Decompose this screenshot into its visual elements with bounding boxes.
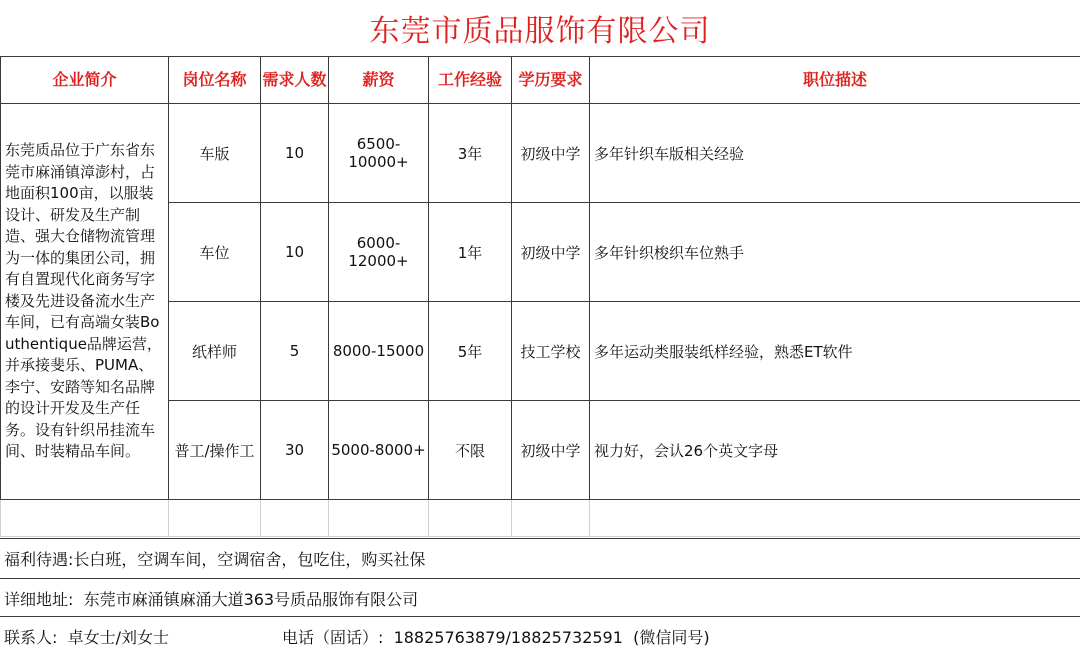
blank-cell: [169, 500, 261, 537]
cell-education: 初级中学: [512, 203, 590, 302]
cell-position: 车位: [169, 203, 261, 302]
header-experience: 工作经验: [429, 57, 512, 104]
cell-description: 多年针织梭织车位熟手: [590, 203, 1080, 302]
phone-text: 电话（固话）: 18825763879/18825732591 (微信同号): [282, 628, 710, 647]
divider: [0, 538, 1080, 539]
header-description: 职位描述: [590, 57, 1080, 104]
blank-cell: [329, 500, 429, 537]
benefits-text: 福利待遇:长白班，空调车间，空调宿舍，包吃住，购买社保: [4, 550, 426, 569]
cell-experience: 3年: [429, 104, 512, 203]
cell-count: 30: [261, 401, 329, 500]
cell-education: 初级中学: [512, 104, 590, 203]
header-position: 岗位名称: [169, 57, 261, 104]
cell-experience: 5年: [429, 302, 512, 401]
cell-salary: 5000-8000+: [329, 401, 429, 500]
cell-position: 普工/操作工: [169, 401, 261, 500]
cell-description: 视力好，会认26个英文字母: [590, 401, 1080, 500]
cell-count: 10: [261, 104, 329, 203]
header-education: 学历要求: [512, 57, 590, 104]
cell-count: 10: [261, 203, 329, 302]
company-title: 东莞市质品服饰有限公司: [369, 14, 711, 49]
job-table: [0, 56, 1080, 537]
blank-cell: [261, 500, 329, 537]
cell-experience: 1年: [429, 203, 512, 302]
contact-text: 联系人: 卓女士/刘女士: [4, 628, 169, 647]
cell-salary: 6500-10000+: [329, 104, 429, 203]
cell-count: 5: [261, 302, 329, 401]
divider: [0, 578, 1080, 579]
blank-row: [1, 500, 1080, 537]
cell-salary: 6000-12000+: [329, 203, 429, 302]
header-intro: 企业简介: [1, 57, 169, 104]
cell-position: 纸样师: [169, 302, 261, 401]
blank-cell: [1, 500, 169, 537]
cell-position: 车版: [169, 104, 261, 203]
cell-education: 初级中学: [512, 401, 590, 500]
header-salary: 薪资: [329, 57, 429, 104]
cell-description: 多年针织车版相关经验: [590, 104, 1080, 203]
cell-salary: 8000-15000: [329, 302, 429, 401]
address-text: 详细地址: 东莞市麻涌镇麻涌大道363号质品服饰有限公司: [4, 590, 419, 609]
header-count: 需求人数: [261, 57, 329, 104]
blank-cell: [512, 500, 590, 537]
company-intro: 东莞质品位于广东省东莞市麻涌镇漳澎村，占地面积100亩，以服装设计、研发及生产制造、强大仓储物流管理为一体的集团公司，拥有自置现代化商务写字楼及先进设备流水生产车间，已有高端女装Bouthentique品牌运营，并承接斐乐、PUMA、李宁、安踏等知名品牌的设计开发及生产任务。设有针织吊挂流车间、时装精品车间。: [1, 104, 169, 500]
cell-experience: 不限: [429, 401, 512, 500]
divider: [0, 616, 1080, 617]
blank-cell: [429, 500, 512, 537]
blank-cell: [590, 500, 1080, 537]
cell-education: 技工学校: [512, 302, 590, 401]
table-row: [1, 104, 1080, 203]
cell-description: 多年运动类服装纸样经验，熟悉ET软件: [590, 302, 1080, 401]
table-header-row: [1, 57, 1080, 104]
